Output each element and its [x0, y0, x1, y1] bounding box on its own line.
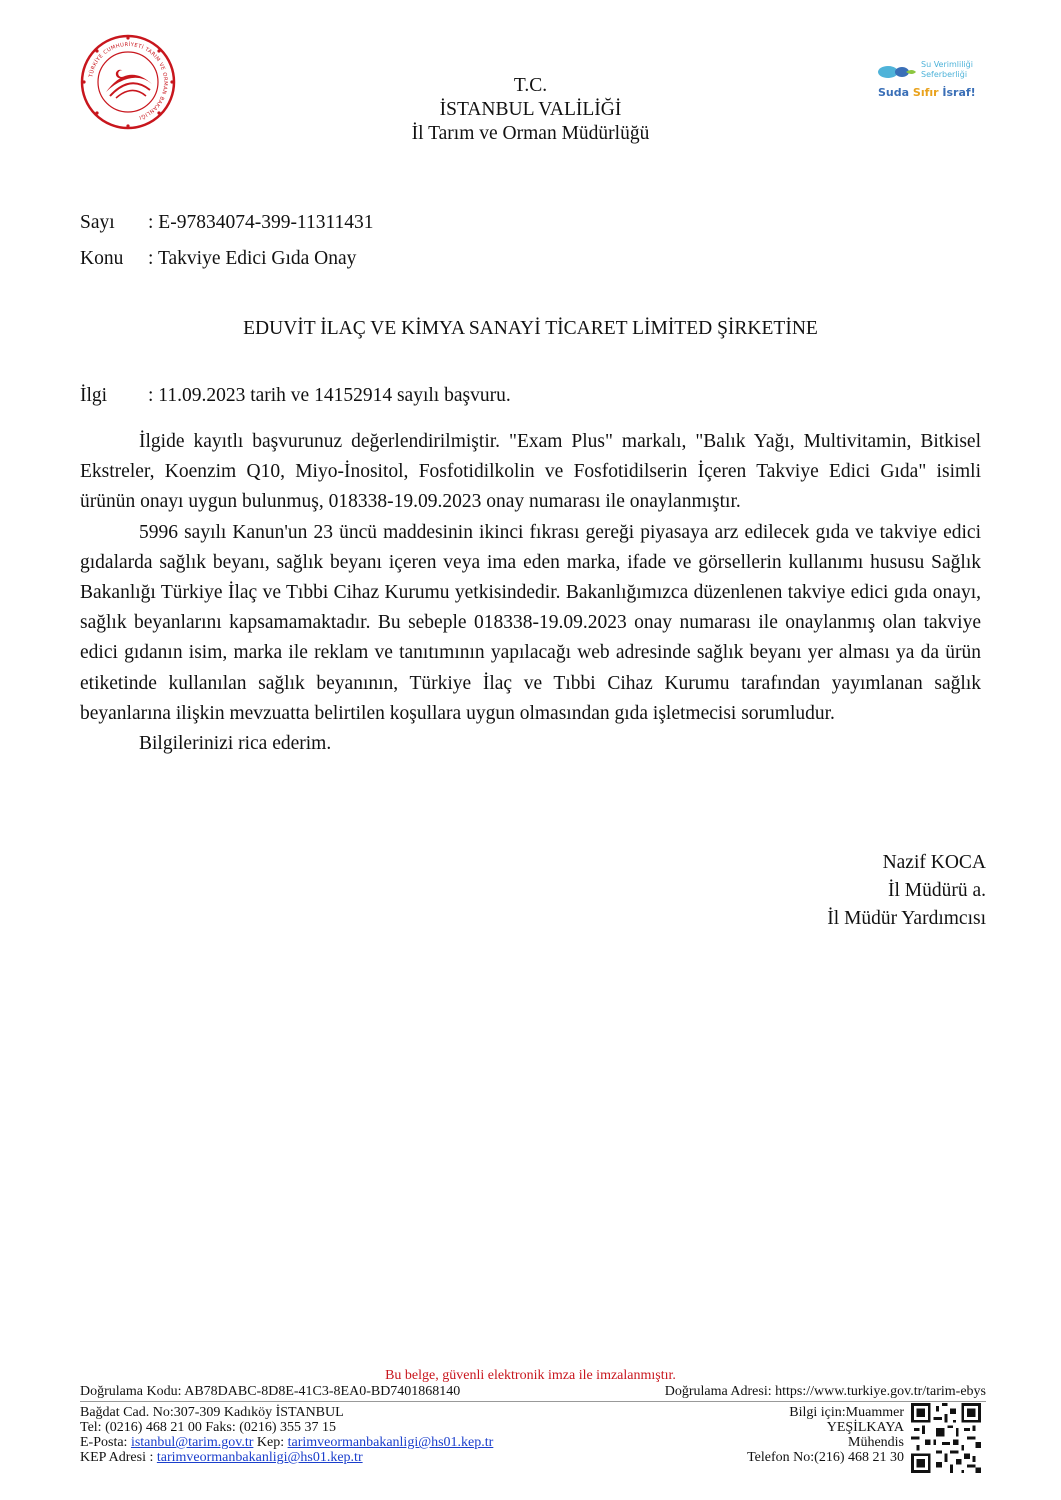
subject-row [80, 247, 580, 271]
signatory-title-1: İl Müdürü a. [887, 880, 986, 901]
letterhead-country: T.C. [513, 75, 548, 96]
footer-kep-address-row [80, 1450, 363, 1465]
e-signature-notice: Bu belge, güvenli elektronik imza ile imzalanmıştır. [385, 1368, 676, 1383]
kep-address-link[interactable]: tarimveormanbakanligi@hs01.kep.tr [156, 1450, 363, 1465]
qr-code [911, 1403, 981, 1473]
body-paragraph-1: İlgide kayıtlı başvurunuz değerlendirilmiştir. "Exam Plus" markalı, "Balık Yağı, Multivitamin, Bitkisel Ekstreler, Koenzim Q10, Miyo-İnositol, Fosfotidilkolin ve Fosfotidilserin İçeren Takviye Edici Gıda" isimli ürünün onayı uygun bulunmuş, 018338-19.09.2023 onay numarası ile onaylanmıştır. [80, 431, 981, 513]
info-contact: Bilgi için:Muammer [789, 1405, 904, 1420]
signature-block [827, 849, 986, 933]
svg-text:Seferberliği: Seferberliği [921, 70, 968, 79]
footer-email-row [80, 1435, 493, 1450]
subject-value: : Takviye Edici Gıda Onay [148, 248, 357, 269]
recipient: EDUVİT İLAÇ VE KİMYA SANAYİ TİCARET LİMİTED ŞİRKETİNE [243, 318, 818, 339]
signatory-name: Nazif KOCA [882, 852, 986, 873]
signatory-title-2: İl Müdür Yardımcısı [827, 908, 986, 929]
reference-number-row [80, 211, 580, 235]
body-paragraph-2: 5996 sayılı Kanun'un 23 üncü maddesinin ikinci fıkrası gereği piyasaya arz edilecek gıda ve takviye edici gıdalarda sağlık beyanı, sağlık beyanı içeren veya ima eden marka, ifade ve görsellerin kullanımı hususu Sağlık Bakanlığı Türkiye İlaç ve Tıbbi Cihaz Kurumu yetkisindedir. Bakanlığımızca düzenlenen takviye edici gıda onayı, sağlık beyanlarını kapsamamaktadır. Bu sebeple 018338-19.09.2023 onay numarası ile onaylanmış olan takviye edici gıdanın isim, marka ile reklam ve tanıtımının yapılacağı web adresinde sağlık beyanı yer alması ya da ürün etiketinde kullanılan sağlık beyanının, Türkiye İlaç ve Tıbbi Cihaz Kurumu tarafından yayımlanan sağlık beyanlarına ilişkin mevzuatta belirtilen koşullara uygun olmasından gıda işletmecisi sorumludur. [80, 521, 981, 724]
email-label: E-Posta: [80, 1435, 131, 1450]
svg-text:Suda Sıfır İsraf!: Suda Sıfır İsraf! [878, 86, 976, 99]
letterhead-governorship: İSTANBUL VALİLİĞİ [439, 99, 622, 120]
verification-code: Doğrulama Kodu: AB78DABC-8D8E-41C3-8EA0-BD7401868140 [80, 1384, 461, 1399]
body-paragraph-3: Bilgilerinizi rica ederim. [139, 733, 332, 755]
footer-divider [80, 1401, 986, 1402]
svg-text:TÜRKİYE CUMHURİYETİ TARIM VE O: TÜRKİYE CUMHURİYETİ TARIM VE ORMAN BAKANLIĞI [88, 41, 169, 121]
letter-body [80, 427, 981, 759]
reference-number-label: Sayı [80, 212, 115, 233]
verification-address: Doğrulama Adresi: https://www.turkiye.gov.tr/tarim-ebys [664, 1384, 986, 1399]
subject-label: Konu [80, 248, 124, 269]
email-link[interactable]: istanbul@tarim.gov.tr [130, 1435, 254, 1450]
kep-label: Kep: [253, 1435, 288, 1450]
info-phone: Telefon No:(216) 468 21 30 [747, 1450, 904, 1465]
related-label: İlgi [80, 385, 108, 406]
reference-number-value: : E-97834074-399-11311431 [148, 212, 374, 233]
info-role: Mühendis [848, 1435, 904, 1450]
kep-address-label: KEP Adresi : [80, 1450, 157, 1465]
related-value: : 11.09.2023 tarih ve 14152914 sayılı başvuru. [148, 385, 511, 406]
related-row [80, 384, 680, 408]
kep-link[interactable]: tarimveormanbakanligi@hs01.kep.tr [287, 1435, 494, 1450]
svg-text:Su Verimliliği: Su Verimliliği [921, 60, 973, 69]
footer-address: Bağdat Cad. No:307-309 Kadıköy İSTANBUL [80, 1405, 344, 1420]
info-surname: YEŞİLKAYA [826, 1420, 904, 1435]
letterhead-directorate: İl Tarım ve Orman Müdürlüğü [411, 123, 650, 144]
footer-phone-fax: Tel: (0216) 468 21 00 Faks: (0216) 355 37 15 [80, 1420, 337, 1435]
